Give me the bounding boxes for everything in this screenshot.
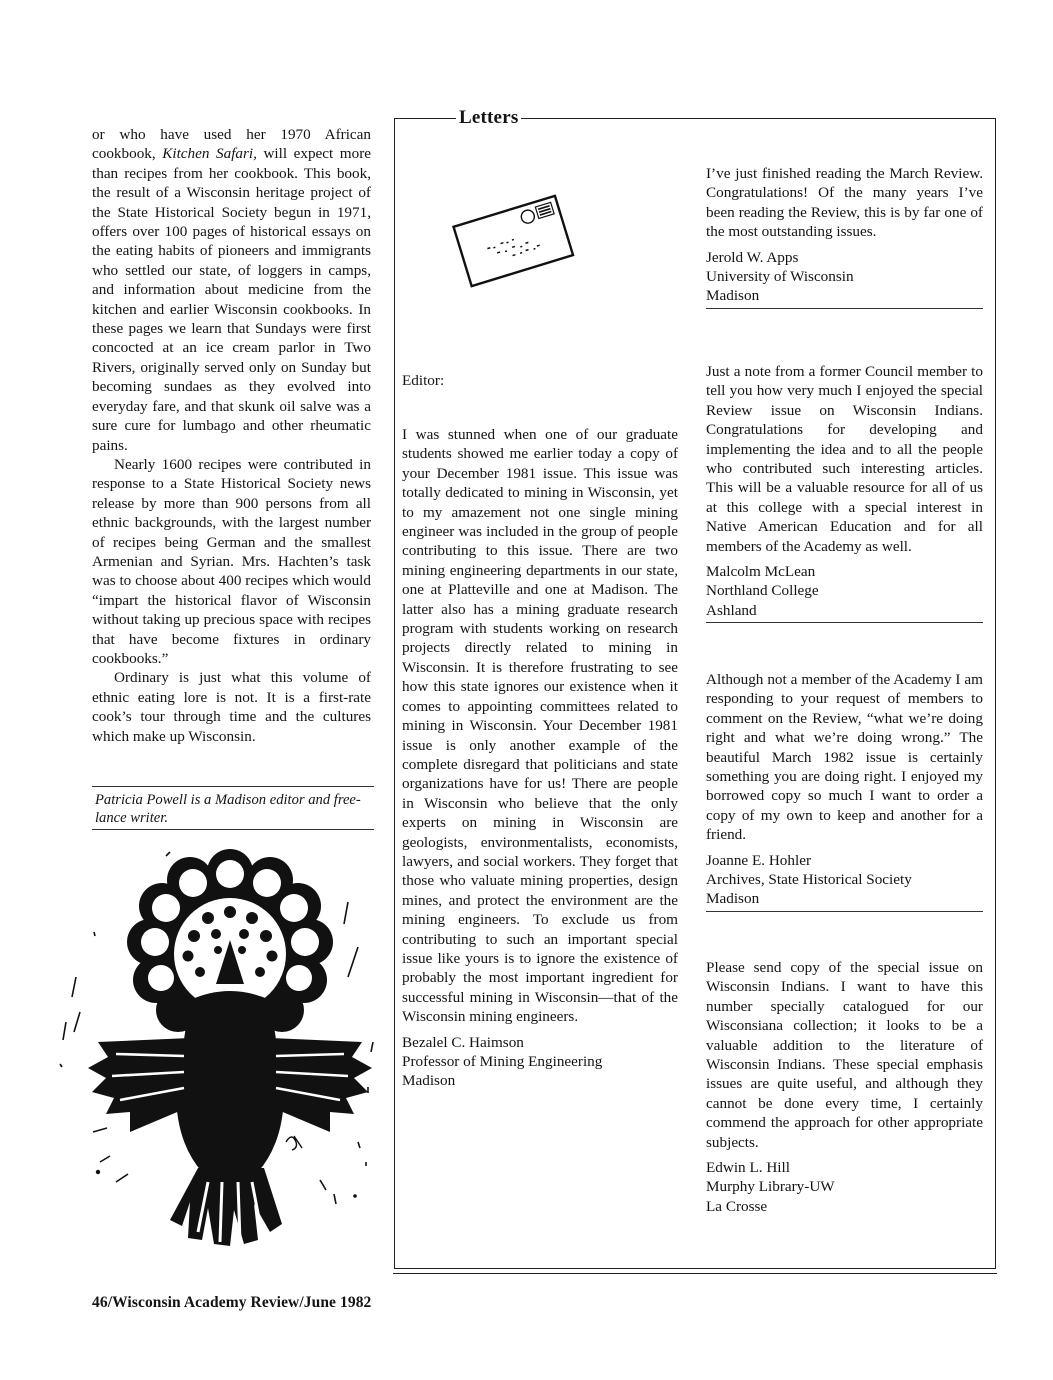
article-paragraph-2: Nearly 1600 recipes were contributed in response to a State Historical Society news release by more than 900 persons from all ethnic backgrounds, with the largest number of recipes being German and the smallest Armenian and Syrian. Mrs. Hachten’s task was to choose about 400 recipes which would “impart the historical flavor of Wisconsin without taking up precious space with recipes that have become fixtures in ordinary cookbooks.” — [92, 455, 371, 667]
signature-place: La Crosse — [706, 1197, 768, 1215]
signature-place: Madison — [706, 890, 760, 908]
book-title: Kitchen Safari, — [162, 145, 257, 163]
article-paragraph-3: Ordinary is just what this volume of ethnic eating lore is not. It is a first-rate cook’s tour through time and the cultures which make up Wisconsin. — [92, 669, 371, 745]
signature-name: Malcolm McLean — [706, 563, 816, 581]
signature-place: Madison — [402, 1072, 456, 1090]
signature-name: Bezalel C. Haimson — [402, 1033, 524, 1051]
signature-title: University of Wisconsin — [706, 268, 854, 286]
letter-body: Just a note from a former Council member to tell you how very much I enjoyed the special Review issue on Wisconsin Indians. Congratulations for developing and implementing the idea and to all the people who contributed such interesting articles. This will be a valuable resource for all of us at this college with a special interest in Native American Education and for all members of the Academy as well. — [706, 363, 983, 555]
signature-title: Murphy Library-UW — [706, 1178, 835, 1196]
signature-place: Ashland — [706, 601, 757, 619]
letter-haimson — [402, 425, 678, 1091]
signature-title: Northland College — [706, 582, 819, 600]
article-paragraph-1: or who have used her 1970 African cookbook, Kitchen Safari, will expect more than recipes from her cookbook. This book, the result of a Wisconsin heritage project of the State Historical Society begun in 1971, offers over 100 pages of historical essays on the eating habits of pioneers and immigrants who settled our state, of loggers in camps, and information about medicine from the kitchen and earlier Wisconsin cookbooks. In these pages we learn that Sundays were first concocted at an ice cream parlor in Two Rivers, originally served only on Sunday but becoming sundaes as they evolved into everyday fare, and that skunk oil salve was a sure cure for lumbago and other rheumatic pains. — [92, 126, 371, 454]
bird-woodcut — [58, 842, 383, 1272]
letter-apps — [706, 164, 983, 309]
author-bio: Patricia Powell is a Madison editor and free-lance writer. — [92, 786, 374, 830]
signature-name: Joanne E. Hohler — [706, 851, 812, 869]
letter-signature — [706, 562, 983, 623]
letter-hohler — [706, 670, 983, 912]
letter-hill — [706, 958, 983, 1216]
letter-body: I was stunned when one of our graduate students showed me earlier today a copy of your December 1981 issue. This issue was totally dedicated to mining in Wisconsin, yet to my amazement not one single mining engineer was included in the group of people contributing to this issue. There are two mining engineering departments in our state, one at Platteville and one at Madison. The latter also has a mining graduate research program with students working on research projects directly related to mining in Wisconsin. It is therefore frustrating to see how this state ignores our existence when it comes to appointing committees related to mining in Wisconsin. Your December 1981 issue is only another example of the complete disregard that politicians and state organizations have for us! There are people in Wisconsin who believe that the only experts on mining in Wisconsin are geologists, environmentalists, economists, lawyers, and social workers. They forget that those who valuate mining properties, design mines, and protect the environment are the mining engineers. To exclude us from contributing to such an important special issue like yours is to ignore the existence of probably the most important ingredient for successful mining in Wisconsin—that of the Wisconsin mining engineers. — [402, 426, 678, 1026]
signature-place: Madison — [706, 287, 760, 305]
signature-name: Edwin L. Hill — [706, 1159, 790, 1177]
letter-body: Although not a member of the Academy I am responding to your request of members to comment on the Review, “what we’re doing right and what we’re doing wrong.” The beautiful March 1982 issue is certainly something you are doing right. I enjoyed my borrowed copy so much I want to order a copy of my own to keep and another for a friend. — [706, 671, 983, 844]
salutation: Editor: — [402, 372, 445, 389]
letter-signature — [706, 1158, 983, 1216]
article-continuation — [92, 125, 371, 746]
signature-name: Jerold W. Apps — [706, 248, 799, 266]
page-footer: 46/Wisconsin Academy Review/June 1982 — [92, 1294, 372, 1311]
letter-signature — [706, 851, 983, 912]
letter-signature — [706, 248, 983, 309]
letters-heading: Letters — [456, 107, 521, 129]
signature-title: Professor of Mining Engineering — [402, 1053, 603, 1070]
envelope-icon — [448, 188, 578, 293]
signature-title: Archives, State Historical Society — [706, 871, 912, 889]
letter-body: Please send copy of the special issue on Wisconsin Indians. I want to have this number specially catalogued for our Wisconsiana collection; it looks to be a valuable addition to the literature of Wisconsin Indians. These special emphasis issues are quite useful, and although they cannot be done every time, I certainly commend the approach for other appropriate subjects. — [706, 959, 983, 1151]
letter-signature — [402, 1033, 678, 1091]
letter-mclean — [706, 362, 983, 623]
letter-body: I’ve just finished reading the March Review. Congratulations! Of the many years I’ve been reading the Review, this is by far one of the most outstanding issues. — [706, 165, 983, 241]
